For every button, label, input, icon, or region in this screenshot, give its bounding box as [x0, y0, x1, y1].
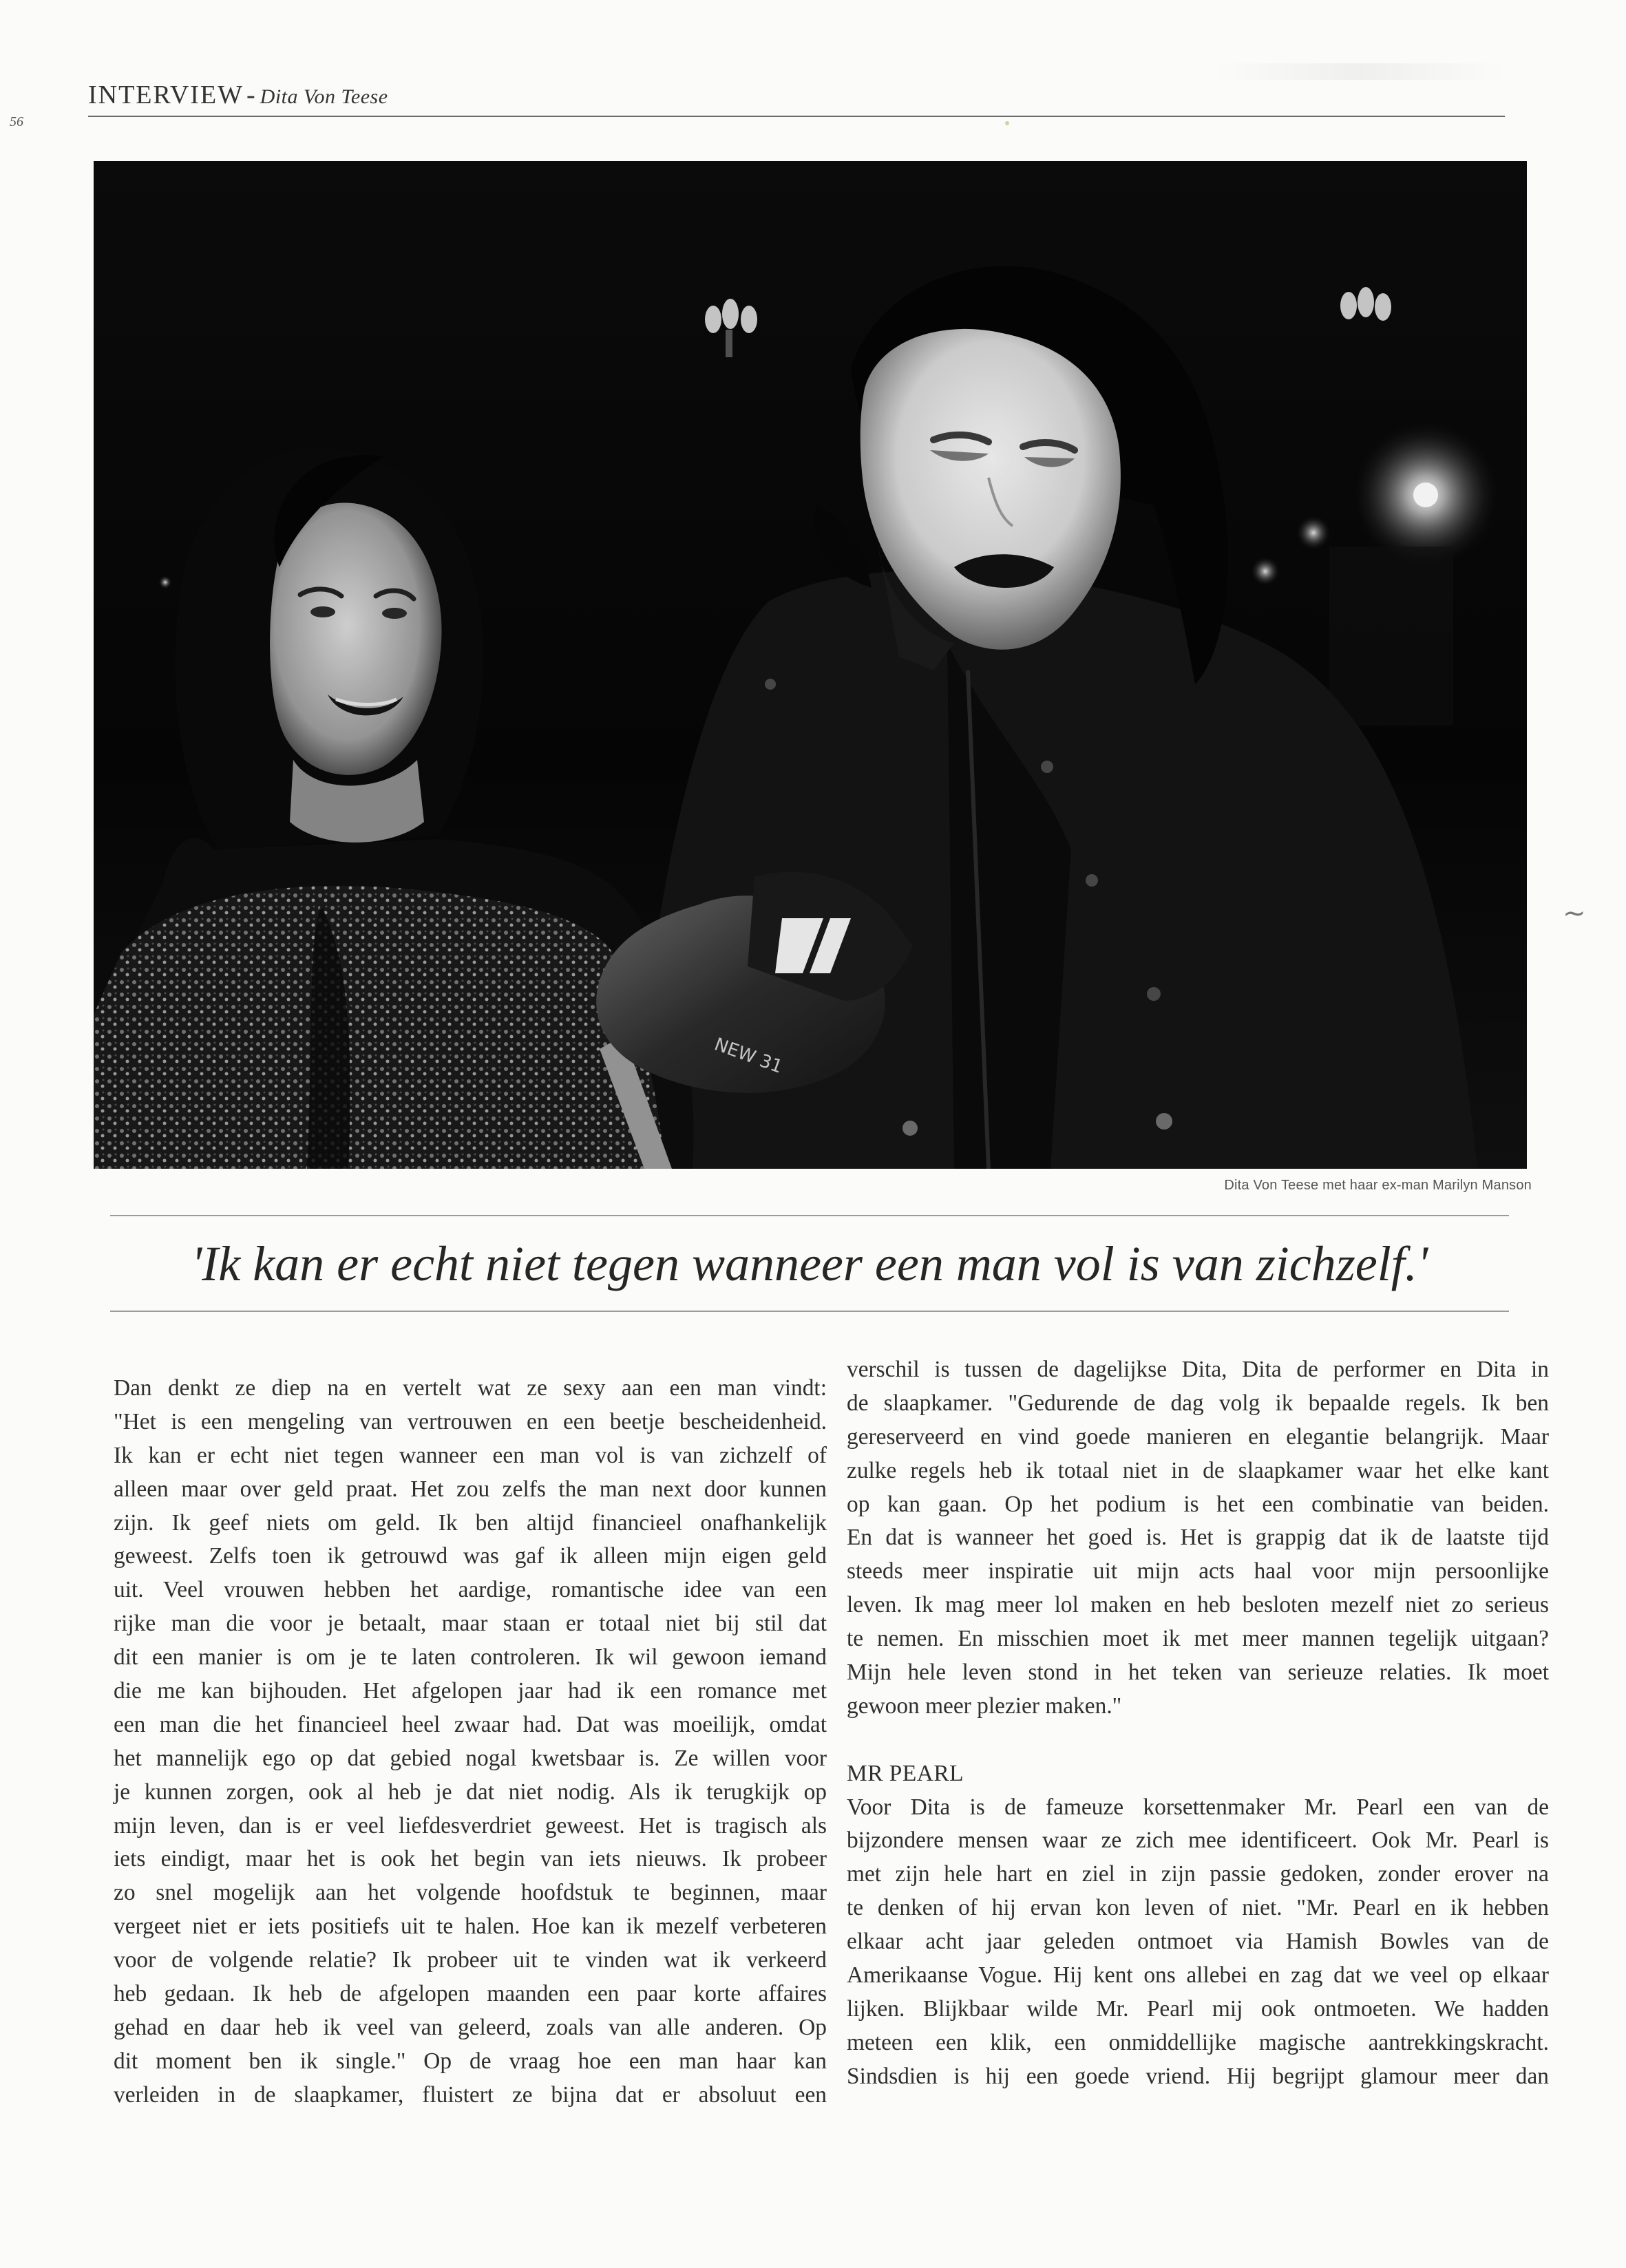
- body-line: voor de volgende relatie? Ik probeer uit te vinden wat ik verkeerd: [114, 1947, 827, 1973]
- body-line: zijn. Ik geef niets om geld. Ik ben altijd financieel onafhankelijk: [114, 1509, 827, 1536]
- body-line: verschil is tussen de dagelijkse Dita, Dita de performer en Dita in: [847, 1357, 1549, 1382]
- body-line: Mijn hele leven stond in het teken van serieuze relaties. Ik moet: [847, 1660, 1549, 1686]
- body-line: die me kan bijhouden. Het afgelopen jaar had ik een romance met: [114, 1678, 827, 1704]
- body-line: verleiden in de slaapkamer, fluistert ze bijna dat er absoluut een: [114, 2081, 827, 2108]
- header-faded-text: [1216, 63, 1505, 80]
- page-number: 56: [10, 114, 23, 129]
- running-header: [88, 80, 1505, 116]
- pull-quote: 'Ik kan er echt niet tegen wanneer een man vol is van zichzelf.': [191, 1236, 1428, 1291]
- body-line: "Het is een mengeling van vertrouwen en een beetje bescheidenheid.: [114, 1408, 827, 1434]
- header-rule: [88, 116, 1505, 117]
- photo-illustration: [94, 161, 1527, 1169]
- body-line: te nemen. En misschien moet ik met meer mannen tegelijk uitgaan?: [847, 1626, 1549, 1652]
- mic-flag-text: NEW 31: [711, 1034, 785, 1078]
- body-line: dit moment ben ik single." Op de vraag hoe een man haar kan: [114, 2048, 827, 2074]
- body-line: op kan gaan. Op het podium is het een combinatie van beiden.: [847, 1491, 1549, 1517]
- body-line: dit een manier is om je te laten controleren. Ik wil gewoon iemand: [114, 1644, 827, 1671]
- body-line: Dan denkt ze diep na en vertelt wat ze sexy aan een man vindt:: [114, 1375, 827, 1401]
- body-line: zulke regels heb ik totaal niet in de slaapkamer waar het elke kant: [847, 1457, 1549, 1483]
- running-head-text: [88, 80, 1505, 110]
- margin-squiggle-icon: ~: [1563, 898, 1586, 929]
- article-column-left: [114, 1372, 827, 2112]
- body-line: Amerikaanse Vogue. Hij kent ons allebei en zag dat we veel op elkaar: [847, 1962, 1549, 1989]
- body-line: zo snel mogelijk aan het volgende hoofdstuk te beginnen, maar: [114, 1880, 827, 1906]
- article-photo: [94, 161, 1527, 1169]
- body-line: Ik kan er echt niet tegen wanneer een man vol is van zichzelf of: [114, 1442, 827, 1468]
- body-line: gehad en daar heb ik veel van geleerd, zoals van alle anderen. Op: [114, 2014, 827, 2040]
- body-line: alleen maar over geld praat. Het zou zelfs the man next door kunnen: [114, 1476, 827, 1502]
- body-line: uit. Veel vrouwen hebben het aardige, romantische idee van een: [114, 1577, 827, 1603]
- body-line: vergeet niet er iets positiefs uit te halen. Hoe kan ik mezelf verbeteren: [114, 1914, 827, 1940]
- pull-quote-rule-bottom: [110, 1311, 1509, 1312]
- body-line: mijn leven, dan is er veel liefdesverdriet geweest. Het is tragisch als: [114, 1812, 827, 1838]
- body-line: meteen een klik, een onmiddellijke magische aantrekkingskracht.: [847, 2029, 1549, 2055]
- body-line: steeds meer inspiratie uit mijn acts haal voor mijn persoonlijke: [847, 1558, 1549, 1585]
- interview-subject: Dita Von Teese: [260, 85, 388, 108]
- paper-speck: [1005, 121, 1009, 125]
- section-label: INTERVIEW: [88, 81, 244, 109]
- article-column-right: [847, 1353, 1549, 2094]
- body-line: te denken of hij ervan kon leven of niet. "Mr. Pearl en ik hebben: [847, 1895, 1549, 1921]
- body-line: de slaapkamer. "Gedurende de dag volg ik bepaalde regels. Ik ben: [847, 1390, 1549, 1416]
- body-line: Voor Dita is de fameuze korsettenmaker Mr. Pearl een van de: [847, 1794, 1549, 1820]
- body-line: lijken. Blijkbaar wilde Mr. Pearl mij ook ontmoeten. We hadden: [847, 1995, 1549, 2022]
- body-line: rijke man die voor je betaalt, maar staan er totaal niet bij stil dat: [114, 1611, 827, 1637]
- body-line: En dat is wanneer het goed is. Het is grappig dat ik de laatste tijd: [847, 1525, 1549, 1551]
- body-line: iets eindigt, maar het is ook het begin van iets nieuws. Ik probeer: [114, 1846, 827, 1872]
- body-line: je kunnen zorgen, ook al heb je dat niet nodig. Als ik terugkijk op: [114, 1779, 827, 1805]
- body-line: gereserveerd en vind goede manieren en elegantie belangrijk. Maar: [847, 1423, 1549, 1450]
- section-subhead: MR PEARL: [847, 1760, 964, 1786]
- body-line: leven. Ik mag meer lol maken en heb besloten mezelf niet zo serieus: [847, 1592, 1549, 1618]
- body-line: een man die het financieel heel zwaar had. Dat was moeilijk, omdat: [114, 1711, 827, 1737]
- body-line: geweest. Zelfs toen ik getrouwd was gaf ik alleen mijn eigen geld: [114, 1543, 827, 1569]
- body-line: met zijn hele hart en ziel in zijn passie gedoken, zonder erover na: [847, 1861, 1549, 1887]
- paragraph-gap: [847, 1724, 1549, 1757]
- pull-quote-rule-top: [110, 1215, 1509, 1216]
- photo-caption: Dita Von Teese met haar ex-man Marilyn Manson: [1224, 1178, 1532, 1193]
- header-separator: -: [246, 81, 256, 109]
- body-line: bijzondere mensen waar ze zich mee identificeert. Ook Mr. Pearl is: [847, 1827, 1549, 1854]
- body-line: elkaar acht jaar geleden ontmoet via Hamish Bowles van de: [847, 1929, 1549, 1955]
- body-line: heb gedaan. Ik heb de afgelopen maanden een paar korte affaires: [114, 1981, 827, 2007]
- body-line: gewoon meer plezier maken.": [847, 1693, 1122, 1719]
- body-line: het mannelijk ego op dat gebied nogal kwetsbaar is. Ze willen voor: [114, 1745, 827, 1771]
- body-line: Sindsdien is hij een goede vriend. Hij begrijpt glamour meer dan: [847, 2063, 1549, 2089]
